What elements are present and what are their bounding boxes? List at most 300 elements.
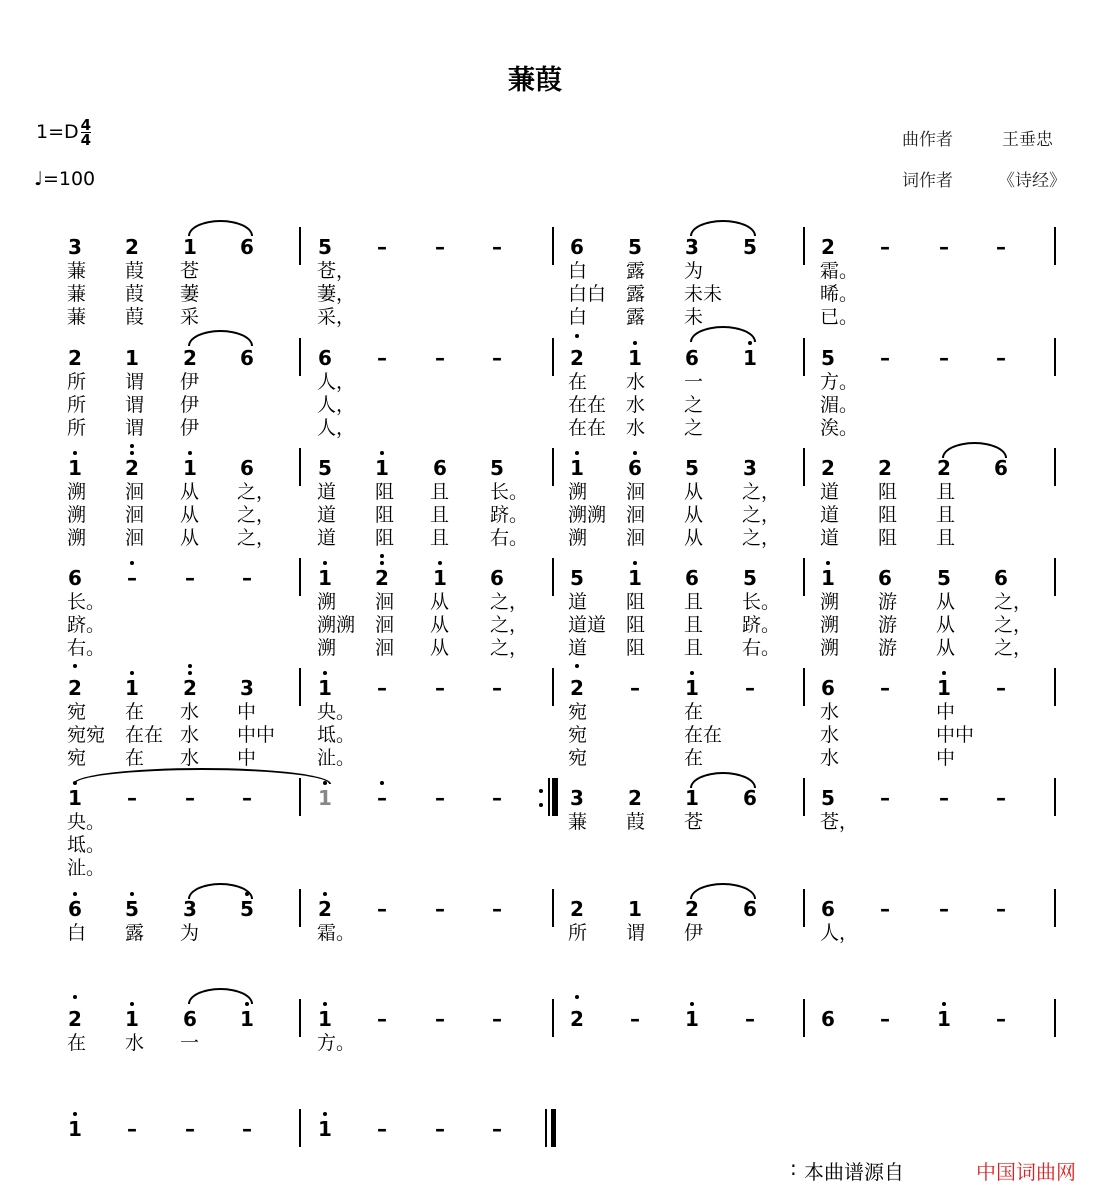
bar-line	[803, 999, 805, 1037]
dash: –	[630, 1007, 640, 1031]
note: 1	[628, 897, 642, 921]
lyric-syllable: 水	[180, 747, 200, 769]
high-octave-dot	[323, 892, 327, 896]
lyric-syllable: 在	[684, 747, 704, 769]
tie-arc	[690, 883, 756, 899]
high-octave-dot	[690, 671, 694, 675]
lyric-syllable: 苍，	[820, 811, 859, 833]
lyric-syllable: 蒹	[67, 283, 87, 305]
lyric-syllable: 湄。	[820, 394, 859, 416]
lyricist: 《诗经》	[998, 171, 1066, 191]
composer-label: 曲作者	[902, 130, 953, 150]
dash: –	[377, 897, 387, 921]
lyric-syllable: 水	[125, 1032, 145, 1054]
dash: –	[185, 566, 195, 590]
dash: –	[435, 235, 445, 259]
lyric-syllable: 萋，	[317, 283, 356, 305]
note: 6	[433, 456, 447, 480]
high-octave-dot	[380, 451, 384, 455]
lyric-syllable: 露	[626, 306, 646, 328]
lyric-syllable: 从	[180, 481, 200, 503]
bar-line	[803, 668, 805, 706]
lyric-syllable: 长。	[67, 591, 106, 613]
footer-mark: :	[790, 1156, 797, 1180]
lyric-syllable: 在在	[684, 724, 723, 746]
lyric-syllable: 人，	[317, 394, 356, 416]
lyric-syllable: 跻。	[742, 614, 781, 636]
note: 6	[318, 346, 332, 370]
tie-arc	[188, 883, 253, 899]
lyric-syllable: 未未	[684, 283, 723, 305]
note: 6	[240, 235, 254, 259]
lyric-syllable: 溯	[67, 481, 87, 503]
lyric-syllable: 溯	[317, 591, 337, 613]
lyric-syllable: 溯	[820, 614, 840, 636]
high-octave-dot	[323, 561, 327, 565]
tempo-marking: ♩=100	[34, 168, 96, 190]
dash: –	[242, 786, 252, 810]
bar-line	[299, 227, 301, 265]
lyric-syllable: 伊	[180, 394, 200, 416]
bar-line	[803, 778, 805, 816]
bar-line	[299, 999, 301, 1037]
note: 6	[490, 566, 504, 590]
lyric-syllable: 伊	[180, 417, 200, 439]
bar-line	[552, 558, 554, 596]
lyric-syllable: 游	[878, 614, 898, 636]
lyric-syllable: 溯	[568, 481, 588, 503]
bar-line	[803, 448, 805, 486]
note: 5	[743, 566, 757, 590]
lyric-syllable: 洄	[375, 614, 395, 636]
bar-line	[299, 1109, 301, 1147]
lyric-syllable: 所	[568, 922, 588, 944]
lyric-syllable: 中	[237, 701, 257, 723]
lyric-syllable: 阻	[626, 614, 646, 636]
note: 5	[937, 566, 951, 590]
high-octave-dot	[942, 671, 946, 675]
lyric-syllable: 道	[820, 504, 840, 526]
lyric-syllable: 长。	[742, 591, 781, 613]
lyric-syllable: 从	[684, 527, 704, 549]
lyric-syllable: 坻。	[317, 724, 356, 746]
lyric-syllable: 在	[684, 701, 704, 723]
lyric-syllable: 中	[936, 701, 956, 723]
lyric-syllable: 阻	[375, 504, 395, 526]
note: 3	[743, 456, 757, 480]
note: 2	[125, 235, 139, 259]
bar-line	[299, 338, 301, 376]
low-octave-dot	[380, 554, 384, 558]
note: 6	[68, 897, 82, 921]
lyric-syllable: 白白	[568, 283, 607, 305]
dash: –	[880, 235, 890, 259]
lyric-syllable: 洄	[125, 481, 145, 503]
lyric-syllable: 为	[684, 260, 704, 282]
dash: –	[377, 1117, 387, 1141]
repeat-bar-line	[554, 778, 558, 816]
high-octave-dot	[380, 781, 384, 785]
note: 1	[125, 346, 139, 370]
lyric-syllable: 道	[568, 591, 588, 613]
lyric-syllable: 白	[568, 306, 588, 328]
lyric-syllable: 道	[317, 504, 337, 526]
dash: –	[996, 676, 1006, 700]
note: 5	[490, 456, 504, 480]
lyric-syllable: 阻	[375, 527, 395, 549]
note: 1	[318, 1117, 332, 1141]
bar-line	[552, 227, 554, 265]
note: 1	[183, 456, 197, 480]
high-octave-dot	[130, 451, 134, 455]
lyric-syllable: 水	[820, 701, 840, 723]
lyric-syllable: 之	[684, 394, 704, 416]
dash: –	[127, 566, 137, 590]
lyric-syllable: 采	[180, 306, 200, 328]
note: 5	[318, 235, 332, 259]
lyric-syllable: 中	[237, 747, 257, 769]
high-octave-dot	[826, 561, 830, 565]
bar-line	[803, 227, 805, 265]
dash: –	[996, 235, 1006, 259]
lyric-syllable: 水	[820, 747, 840, 769]
note: 5	[628, 235, 642, 259]
dash: –	[939, 786, 949, 810]
lyric-syllable: 谓	[125, 371, 145, 393]
note: 6	[821, 676, 835, 700]
low-octave-dot	[130, 444, 134, 448]
lyric-syllable: 苍，	[317, 260, 356, 282]
low-octave-dot	[575, 995, 579, 999]
lyric-syllable: 洄	[626, 504, 646, 526]
lyric-syllable: 苍	[180, 260, 200, 282]
lyric-syllable: 在	[125, 701, 145, 723]
note: 1	[318, 1007, 332, 1031]
lyric-syllable: 方。	[317, 1032, 356, 1054]
lyric-syllable: 宛	[67, 701, 87, 723]
lyric-syllable: 坻。	[67, 834, 106, 856]
lyric-syllable: 央。	[67, 811, 106, 833]
bar-line	[299, 889, 301, 927]
tie-arc	[73, 768, 331, 784]
lyric-syllable: 水	[820, 724, 840, 746]
high-octave-dot	[633, 561, 637, 565]
note: 2	[375, 566, 389, 590]
high-octave-dot	[130, 1002, 134, 1006]
lyric-syllable: 白	[568, 260, 588, 282]
lyric-syllable: 沚。	[67, 857, 106, 879]
lyric-syllable: 洄	[626, 481, 646, 503]
note: 2	[318, 897, 332, 921]
note: 1	[318, 676, 332, 700]
note: 1	[937, 676, 951, 700]
note: 1	[183, 235, 197, 259]
lyric-syllable: 霜。	[317, 922, 356, 944]
dash: –	[492, 235, 502, 259]
lyric-syllable: 之，	[742, 481, 781, 503]
lyric-syllable: 人，	[317, 371, 356, 393]
lyric-syllable: 之，	[742, 527, 781, 549]
lyric-syllable: 溯	[820, 637, 840, 659]
lyric-syllable: 道	[568, 637, 588, 659]
note: 5	[821, 786, 835, 810]
lyric-syllable: 人，	[317, 417, 356, 439]
dash: –	[939, 235, 949, 259]
lyric-syllable: 一	[180, 1032, 200, 1054]
high-octave-dot	[73, 1112, 77, 1116]
note: 1	[685, 676, 699, 700]
note: 6	[68, 566, 82, 590]
note: 1	[570, 456, 584, 480]
repeat-bar-line	[548, 778, 550, 816]
lyric-syllable: 溯	[67, 527, 87, 549]
lyric-syllable: 道	[820, 527, 840, 549]
bar-line	[299, 448, 301, 486]
lyric-syllable: 从	[936, 614, 956, 636]
note: 6	[878, 566, 892, 590]
dash: –	[435, 1007, 445, 1031]
key-signature	[36, 118, 91, 147]
dash: –	[377, 235, 387, 259]
note: 5	[318, 456, 332, 480]
note: 3	[183, 897, 197, 921]
dash: –	[127, 1117, 137, 1141]
bar-line	[552, 668, 554, 706]
note: 6	[994, 566, 1008, 590]
note: 1	[685, 1007, 699, 1031]
lyric-syllable: 露	[626, 283, 646, 305]
lyric-syllable: 宛宛	[67, 724, 106, 746]
lyric-syllable: 且	[684, 591, 704, 613]
dash: –	[377, 346, 387, 370]
lyric-syllable: 苍	[684, 811, 704, 833]
note: 3	[685, 235, 699, 259]
bar-line	[1054, 448, 1056, 486]
lyric-syllable: 洄	[125, 527, 145, 549]
lyric-syllable: 右。	[490, 527, 529, 549]
low-octave-dot	[188, 664, 192, 668]
tie-arc	[188, 330, 253, 346]
dash: –	[745, 1007, 755, 1031]
lyric-syllable: 阻	[375, 481, 395, 503]
lyric-syllable: 溯	[568, 527, 588, 549]
dash: –	[996, 786, 1006, 810]
lyric-syllable: 央。	[317, 701, 356, 723]
lyric-syllable: 沚。	[317, 747, 356, 769]
note: 1	[628, 566, 642, 590]
page-title: 蒹葭	[508, 65, 562, 96]
note: 3	[68, 235, 82, 259]
note: 2	[570, 1007, 584, 1031]
high-octave-dot	[690, 1002, 694, 1006]
bar-line	[1054, 778, 1056, 816]
note: 2	[878, 456, 892, 480]
note: 6	[743, 897, 757, 921]
lyric-syllable: 葭	[125, 260, 145, 282]
lyric-syllable: 方。	[820, 371, 859, 393]
lyric-syllable: 从	[430, 637, 450, 659]
lyric-syllable: 宛	[568, 747, 588, 769]
lyric-syllable: 宛	[568, 724, 588, 746]
footer-source-text: 本曲谱源自	[804, 1160, 904, 1184]
dash: –	[242, 1117, 252, 1141]
lyric-syllable: 露	[626, 260, 646, 282]
lyric-syllable: 道道	[568, 614, 607, 636]
lyric-syllable: 溯	[317, 637, 337, 659]
lyric-syllable: 在在	[125, 724, 164, 746]
lyric-syllable: 且	[936, 527, 956, 549]
dash: –	[435, 897, 445, 921]
lyric-syllable: 葭	[125, 283, 145, 305]
lyric-syllable: 水	[626, 394, 646, 416]
high-octave-dot	[73, 892, 77, 896]
high-octave-dot	[73, 451, 77, 455]
note: 2	[570, 676, 584, 700]
dash: –	[880, 676, 890, 700]
high-octave-dot	[188, 451, 192, 455]
high-octave-dot	[188, 671, 192, 675]
high-octave-dot	[323, 1112, 327, 1116]
high-octave-dot	[633, 341, 637, 345]
note: 2	[570, 897, 584, 921]
note: 2	[937, 456, 951, 480]
dash: –	[880, 897, 890, 921]
dash: –	[185, 786, 195, 810]
note: 6	[240, 346, 254, 370]
lyric-syllable: 谓	[125, 394, 145, 416]
lyric-syllable: 之，	[742, 504, 781, 526]
lyric-syllable: 右。	[67, 637, 106, 659]
dash: –	[127, 786, 137, 810]
note: 1	[743, 346, 757, 370]
tie-arc	[690, 220, 756, 236]
lyric-syllable: 中	[936, 747, 956, 769]
high-octave-dot	[438, 561, 442, 565]
lyric-syllable: 之，	[994, 591, 1033, 613]
lyric-syllable: 萋	[180, 283, 200, 305]
note: 1	[821, 566, 835, 590]
lyric-syllable: 在在	[568, 394, 607, 416]
tie-arc	[942, 442, 1007, 458]
note: 6	[743, 786, 757, 810]
dash: –	[377, 676, 387, 700]
dash: –	[492, 897, 502, 921]
note: 1	[937, 1007, 951, 1031]
dash: –	[939, 897, 949, 921]
note: 1	[125, 676, 139, 700]
low-octave-dot	[73, 664, 77, 668]
tie-arc	[188, 988, 253, 1004]
lyric-syllable: 之，	[490, 591, 529, 613]
dash: –	[492, 1007, 502, 1031]
lyric-syllable: 白	[67, 922, 87, 944]
lyric-syllable: 且	[936, 504, 956, 526]
bar-line	[552, 338, 554, 376]
final-bar-line	[551, 1109, 556, 1147]
lyric-syllable: 洄	[626, 527, 646, 549]
dash: –	[435, 786, 445, 810]
key-label: 1=D	[36, 121, 79, 143]
lyric-syllable: 从	[936, 591, 956, 613]
lyric-syllable: 跻。	[67, 614, 106, 636]
lyric-syllable: 在	[125, 747, 145, 769]
note: 6	[994, 456, 1008, 480]
bar-line	[803, 889, 805, 927]
lyric-syllable: 葭	[125, 306, 145, 328]
note: 1	[240, 1007, 254, 1031]
note: 5	[240, 897, 254, 921]
lyric-syllable: 水	[626, 417, 646, 439]
lyric-syllable: 之，	[490, 614, 529, 636]
lyric-syllable: 阻	[878, 481, 898, 503]
low-octave-dot	[73, 995, 77, 999]
note: 2	[68, 676, 82, 700]
time-sig-top: 4	[80, 116, 92, 134]
note: 6	[685, 346, 699, 370]
lyric-syllable: 从	[180, 527, 200, 549]
lyric-syllable: 水	[180, 724, 200, 746]
lyric-syllable: 在	[67, 1032, 87, 1054]
high-octave-dot	[130, 561, 134, 565]
dash: –	[492, 676, 502, 700]
lyric-syllable: 在在	[568, 417, 607, 439]
low-octave-dot	[575, 664, 579, 668]
note: 6	[240, 456, 254, 480]
lyric-syllable: 水	[180, 701, 200, 723]
note: 1	[125, 1007, 139, 1031]
lyric-syllable: 未	[684, 306, 704, 328]
dash: –	[996, 897, 1006, 921]
high-octave-dot	[380, 561, 384, 565]
lyric-syllable: 溯	[67, 504, 87, 526]
tie-arc	[188, 220, 253, 236]
note: 1	[68, 1117, 82, 1141]
note: 5	[743, 235, 757, 259]
note: 6	[628, 456, 642, 480]
lyric-syllable: 为	[180, 922, 200, 944]
dash: –	[939, 346, 949, 370]
lyric-syllable: 跻。	[490, 504, 529, 526]
lyric-syllable: 涘。	[820, 417, 859, 439]
note: 2	[183, 676, 197, 700]
dash: –	[880, 346, 890, 370]
lyric-syllable: 道	[820, 481, 840, 503]
note: 2	[821, 235, 835, 259]
final-bar-line	[545, 1109, 547, 1147]
note: 2	[570, 346, 584, 370]
lyric-syllable: 洄	[375, 591, 395, 613]
lyric-syllable: 之	[684, 417, 704, 439]
note: 2	[628, 786, 642, 810]
lyric-syllable: 从	[180, 504, 200, 526]
lyric-syllable: 伊	[180, 371, 200, 393]
repeat-dot	[539, 789, 543, 793]
lyric-syllable: 道	[317, 481, 337, 503]
dash: –	[185, 1117, 195, 1141]
bar-line	[299, 668, 301, 706]
lyric-syllable: 长。	[490, 481, 529, 503]
lyric-syllable: 阻	[878, 527, 898, 549]
note: 1	[318, 566, 332, 590]
dash: –	[435, 1117, 445, 1141]
note: 6	[183, 1007, 197, 1031]
low-octave-dot	[575, 334, 579, 338]
note: 2	[125, 456, 139, 480]
bar-line	[1054, 227, 1056, 265]
lyric-syllable: 谓	[125, 417, 145, 439]
dash: –	[435, 676, 445, 700]
note: 5	[821, 346, 835, 370]
